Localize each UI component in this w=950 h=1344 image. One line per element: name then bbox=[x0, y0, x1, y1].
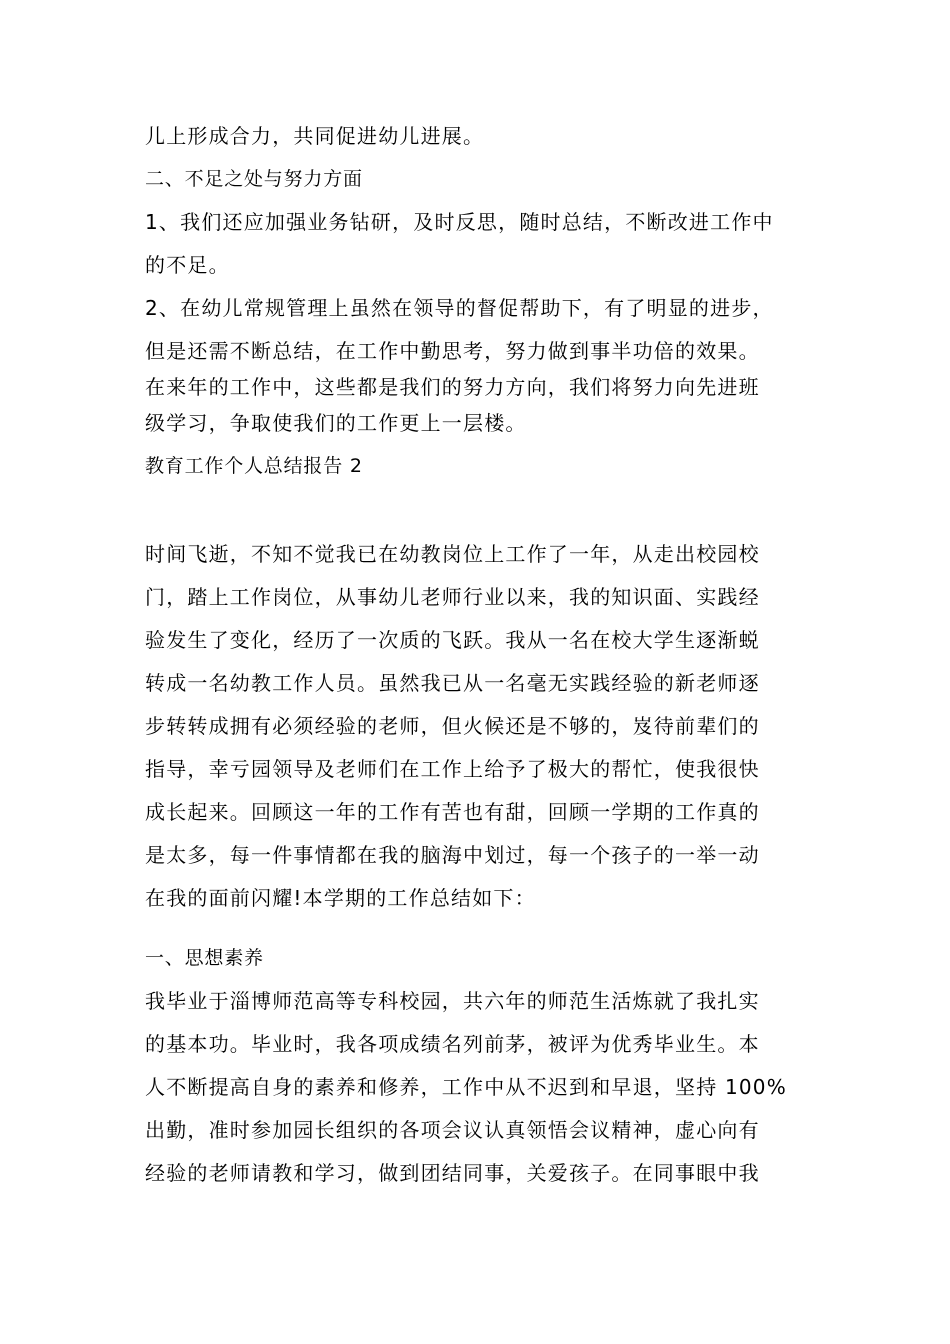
paragraph-line: 是太多，每一件事情都在我的脑海中划过，每一个孩子的一举一动 bbox=[145, 843, 760, 867]
paragraph-line: 级学习，争取使我们的工作更上一层楼。 bbox=[145, 411, 527, 435]
paragraph-line: 在我的面前闪耀!本学期的工作总结如下： bbox=[145, 886, 536, 910]
paragraph-line: 儿上形成合力，共同促进幼儿进展。 bbox=[145, 124, 485, 148]
paragraph-line: 门，踏上工作岗位，从事幼儿老师行业以来，我的知识面、实践经 bbox=[145, 585, 760, 609]
paragraph-line: 但是还需不断总结，在工作中勤思考，努力做到事半功倍的效果。 bbox=[145, 339, 760, 363]
paragraph-line: 步转转成拥有必须经验的老师，但火候还是不够的，岌待前辈们的 bbox=[145, 714, 760, 738]
section-heading-ideology: 一、思想素养 bbox=[145, 947, 264, 969]
paragraph-line: 在来年的工作中，这些都是我们的努力方向，我们将努力向先进班 bbox=[145, 375, 760, 399]
text-block-summary-end bbox=[145, 118, 825, 484]
paragraph-line: 成长起来。回顾这一年的工作有苦也有甜，回顾一学期的工作真的 bbox=[145, 800, 760, 824]
report-title: 教育工作个人总结报告 2 bbox=[145, 455, 363, 477]
paragraph-line: 出勤，准时参加园长组织的各项会议认真领悟会议精神，虚心向有 bbox=[145, 1118, 760, 1142]
paragraph-line: 的不足。 bbox=[145, 253, 230, 277]
paragraph-line: 1、我们还应加强业务钻研，及时反思，随时总结，不断改进工作中 bbox=[145, 210, 774, 234]
paragraph-line: 时间飞逝，不知不觉我已在幼教岗位上工作了一年，从走出校园校 bbox=[145, 542, 760, 566]
section-heading-shortcomings: 二、不足之处与努力方面 bbox=[145, 168, 363, 190]
paragraph-line: 转成一名幼教工作人员。虽然我已从一名毫无实践经验的新老师逐 bbox=[145, 671, 760, 695]
paragraph-line: 的基本功。毕业时，我各项成绩名列前茅，被评为优秀毕业生。本 bbox=[145, 1032, 760, 1056]
paragraph-line: 指导，幸亏园领导及老师们在工作上给予了极大的帮忙，使我很快 bbox=[145, 757, 760, 781]
text-block-report-intro bbox=[145, 536, 825, 916]
paragraph-line: 人不断提高自身的素养和修养，工作中从不迟到和早退，坚持 100% bbox=[145, 1075, 787, 1099]
paragraph-line: 2、在幼儿常规管理上虽然在领导的督促帮助下，有了明显的进步， bbox=[145, 296, 774, 320]
paragraph-line: 经验的老师请教和学习，做到团结同事，关爱孩子。在同事眼中我 bbox=[145, 1161, 760, 1185]
paragraph-line: 验发生了变化，经历了一次质的飞跃。我从一名在校大学生逐渐蜕 bbox=[145, 628, 760, 652]
text-block-ideology bbox=[145, 940, 825, 1191]
paragraph-line: 我毕业于淄博师范高等专科校园，共六年的师范生活炼就了我扎实 bbox=[145, 989, 760, 1013]
